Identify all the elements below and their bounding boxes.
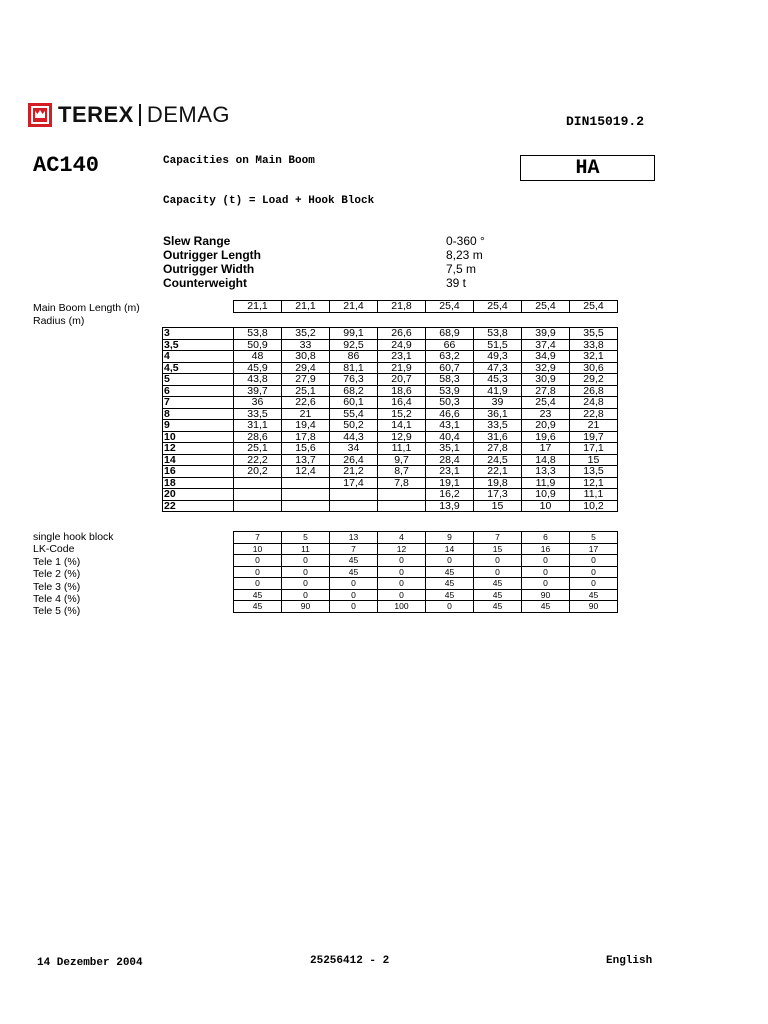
config-cell: 45 [570,589,618,601]
capacity-cell: 17,4 [330,477,378,489]
capacity-cell: 53,9 [426,385,474,397]
capacity-cell: 13,3 [522,466,570,478]
capacity-cell: 45,9 [234,362,282,374]
config-cell: 0 [522,578,570,590]
config-cell: 45 [426,589,474,601]
capacity-cell: 11,1 [378,443,426,455]
capacity-cell: 68,9 [426,328,474,340]
spec-value: 0-360 ° [446,234,485,248]
config-row-label: Tele 5 (%) [33,605,81,618]
capacity-cell: 63,2 [426,351,474,363]
capacity-cell: 26,4 [330,454,378,466]
spec-value: 39 t [446,276,467,290]
config-cell: 0 [570,578,618,590]
boom-length-label: Main Boom Length (m) [33,302,140,314]
config-cell: 45 [330,566,378,578]
config-row [234,578,618,590]
capacity-cell: 31,6 [474,431,522,443]
radius-cell: 3,5 [163,339,234,351]
capacity-cell: 39 [474,397,522,409]
config-cell: 45 [234,589,282,601]
config-cell: 9 [426,532,474,544]
config-row [234,555,618,567]
capacity-cell: 55,4 [330,408,378,420]
capacity-cell: 10,9 [522,489,570,501]
capacity-cell: 25,4 [522,397,570,409]
capacity-cell [282,489,330,501]
capacity-cell: 10 [522,500,570,512]
spec-label: Slew Range [163,234,231,248]
capacity-cell: 14,8 [522,454,570,466]
radius-cell: 3 [163,328,234,340]
capacity-cell [234,477,282,489]
capacity-cell: 25,1 [234,443,282,455]
config-cell: 45 [474,589,522,601]
capacity-cell: 99,1 [330,328,378,340]
config-row-label: Tele 3 (%) [33,580,81,593]
capacity-cell [378,500,426,512]
logo-demag-text: DEMAG [146,102,231,127]
radius-cell: 5 [163,374,234,386]
capacity-cell: 50,3 [426,397,474,409]
spec-value: 8,23 m [446,248,483,262]
logo-terex-text: TEREX [58,102,134,127]
capacity-cell: 30,6 [570,362,618,374]
config-cell: 0 [570,566,618,578]
capacity-cell: 20,9 [522,420,570,432]
config-cell: 5 [570,532,618,544]
table-row [163,443,618,455]
capacity-cell: 15,2 [378,408,426,420]
spec-row-slew [163,234,485,248]
capacity-cell: 17 [522,443,570,455]
boom-length-cell: 25,4 [426,301,474,313]
capacity-cell: 21,9 [378,362,426,374]
table-row [163,489,618,501]
capacity-cell: 22,1 [474,466,522,478]
capacity-cell: 18,6 [378,385,426,397]
config-row [234,543,618,555]
capacity-cell: 26,6 [378,328,426,340]
capacity-cell: 12,4 [282,466,330,478]
config-cell: 0 [570,555,618,567]
capacity-cell: 48 [234,351,282,363]
config-cell: 45 [426,566,474,578]
radius-cell: 20 [163,489,234,501]
config-cell: 45 [330,555,378,567]
spec-label: Counterweight [163,276,247,290]
config-cell: 45 [234,601,282,613]
capacity-cell: 50,9 [234,339,282,351]
capacity-cell: 43,8 [234,374,282,386]
capacity-cell: 60,7 [426,362,474,374]
capacity-cell: 53,8 [474,328,522,340]
capacity-cell: 20,7 [378,374,426,386]
capacity-cell: 23 [522,408,570,420]
table-row [163,328,618,340]
capacity-cell: 33,8 [570,339,618,351]
capacity-cell: 12,1 [570,477,618,489]
capacity-cell: 43,1 [426,420,474,432]
capacity-cell: 16,2 [426,489,474,501]
spec-row-outrigger-width [163,262,485,276]
capacity-cell [234,489,282,501]
capacity-cell: 50,2 [330,420,378,432]
config-cell: 0 [234,555,282,567]
capacity-cell: 68,2 [330,385,378,397]
capacity-cell: 12,9 [378,431,426,443]
capacity-cell: 23,1 [426,466,474,478]
config-cell: 0 [378,578,426,590]
boom-length-cell: 21,1 [234,301,282,313]
config-cell: 0 [378,566,426,578]
footer-date: 14 Dezember 2004 [37,957,143,969]
config-row-label: Tele 2 (%) [33,568,81,581]
config-cell: 7 [234,532,282,544]
capacity-cell: 27,8 [522,385,570,397]
capacity-cell: 17,8 [282,431,330,443]
config-cell: 12 [378,543,426,555]
config-table [233,531,618,613]
config-cell: 13 [330,532,378,544]
radius-cell: 10 [163,431,234,443]
capacity-cell: 60,1 [330,397,378,409]
capacity-cell: 11,1 [570,489,618,501]
config-cell: 100 [378,601,426,613]
capacity-cell: 32,1 [570,351,618,363]
capacity-cell: 10,2 [570,500,618,512]
capacity-cell: 76,3 [330,374,378,386]
capacity-cell [330,500,378,512]
table-row [163,466,618,478]
capacity-cell: 35,5 [570,328,618,340]
config-row-label: single hook block [33,531,114,543]
config-cell: 0 [330,601,378,613]
capacity-cell: 53,8 [234,328,282,340]
capacity-cell: 37,4 [522,339,570,351]
footer-doc-number: 25256412 - 2 [310,955,390,967]
capacity-cell: 46,6 [426,408,474,420]
table-row [163,397,618,409]
capacity-cell: 30,9 [522,374,570,386]
table-row [163,351,618,363]
capacity-cell: 17,3 [474,489,522,501]
capacity-cell: 32,9 [522,362,570,374]
capacity-cell: 21,2 [330,466,378,478]
radius-cell: 18 [163,477,234,489]
config-cell: 0 [426,601,474,613]
capacity-cell: 49,3 [474,351,522,363]
capacity-cell: 86 [330,351,378,363]
model-title: AC140 [33,153,100,178]
capacity-cell: 92,5 [330,339,378,351]
radius-cell: 14 [163,454,234,466]
capacity-cell: 27,8 [474,443,522,455]
radius-cell: 8 [163,408,234,420]
capacity-cell: 30,8 [282,351,330,363]
table-row [163,374,618,386]
spec-label: Outrigger Length [163,248,261,262]
config-cell: 7 [474,532,522,544]
capacity-cell [282,500,330,512]
capacity-cell: 66 [426,339,474,351]
capacity-cell: 22,6 [282,397,330,409]
config-row [234,589,618,601]
config-cell: 15 [474,543,522,555]
boom-length-cell: 25,4 [570,301,618,313]
boom-length-cell: 25,4 [522,301,570,313]
capacity-cell: 40,4 [426,431,474,443]
radius-cell: 6 [163,385,234,397]
config-cell: 0 [234,578,282,590]
capacity-cell: 7,8 [378,477,426,489]
terex-crown-icon [28,103,52,127]
boom-length-cell: 21,4 [330,301,378,313]
capacity-cell: 15 [570,454,618,466]
capacity-cell: 27,9 [282,374,330,386]
radius-cell: 12 [163,443,234,455]
config-cell: 0 [282,578,330,590]
mode-code-box: HA [520,155,655,181]
boom-length-row [234,301,618,313]
radius-cell: 7 [163,397,234,409]
capacity-cell: 9,7 [378,454,426,466]
spec-list [163,234,485,290]
config-row-label: Tele 1 (%) [33,555,81,568]
capacity-cell: 21 [570,420,618,432]
radius-cell: 22 [163,500,234,512]
capacity-table [162,327,618,512]
table-row [163,454,618,466]
capacity-cell: 23,1 [378,351,426,363]
capacity-cell [234,500,282,512]
table-row [163,477,618,489]
radius-cell: 4,5 [163,362,234,374]
capacity-cell: 58,3 [426,374,474,386]
table-row [163,385,618,397]
capacity-cell: 24,9 [378,339,426,351]
table-row [163,420,618,432]
config-row [234,601,618,613]
config-cell: 4 [378,532,426,544]
capacity-cell: 81,1 [330,362,378,374]
config-cell: 0 [282,589,330,601]
config-cell: 7 [330,543,378,555]
config-cell: 45 [474,578,522,590]
capacity-cell: 39,7 [234,385,282,397]
config-cell: 0 [378,555,426,567]
spec-label: Outrigger Width [163,262,255,276]
capacity-cell: 17,1 [570,443,618,455]
capacity-cell: 33 [282,339,330,351]
config-cell: 14 [426,543,474,555]
config-cell: 0 [330,589,378,601]
radius-cell: 9 [163,420,234,432]
config-cell: 0 [378,589,426,601]
capacity-cell: 34,9 [522,351,570,363]
config-cell: 16 [522,543,570,555]
config-cell: 90 [570,601,618,613]
capacity-cell: 45,3 [474,374,522,386]
config-cell: 0 [426,555,474,567]
boom-length-cell: 25,4 [474,301,522,313]
capacity-cell: 25,1 [282,385,330,397]
capacity-cell: 39,9 [522,328,570,340]
capacity-cell: 15 [474,500,522,512]
table-row [163,362,618,374]
spec-row-outrigger-length [163,248,485,262]
capacity-cell: 19,6 [522,431,570,443]
radius-cell: 16 [163,466,234,478]
capacity-cell: 34 [330,443,378,455]
boom-length-cell: 21,1 [282,301,330,313]
capacity-cell: 8,7 [378,466,426,478]
capacity-cell [282,477,330,489]
capacity-cell: 24,8 [570,397,618,409]
chart-title: Capacities on Main Boom [163,155,315,167]
capacity-cell: 29,4 [282,362,330,374]
table-row [163,339,618,351]
capacity-cell: 36,1 [474,408,522,420]
config-row-label: LK-Code [33,543,75,556]
radius-cell: 4 [163,351,234,363]
config-cell: 5 [282,532,330,544]
capacity-cell: 13,5 [570,466,618,478]
capacity-cell: 33,5 [234,408,282,420]
capacity-cell: 28,6 [234,431,282,443]
capacity-cell: 13,7 [282,454,330,466]
config-cell: 17 [570,543,618,555]
config-cell: 6 [522,532,570,544]
standard-label: DIN15019.2 [566,114,645,129]
capacity-cell: 20,2 [234,466,282,478]
config-cell: 0 [474,555,522,567]
capacity-cell: 41,9 [474,385,522,397]
config-cell: 0 [282,566,330,578]
capacity-cell: 31,1 [234,420,282,432]
table-row [163,408,618,420]
capacity-formula: Capacity (t) = Load + Hook Block [163,195,375,207]
capacity-cell: 24,5 [474,454,522,466]
config-cell: 11 [282,543,330,555]
capacity-cell: 35,2 [282,328,330,340]
capacity-cell: 29,2 [570,374,618,386]
capacity-cell: 28,4 [426,454,474,466]
boom-length-table [233,300,618,313]
config-row [234,532,618,544]
config-cell: 0 [474,566,522,578]
config-labels [33,531,114,618]
capacity-cell: 22,8 [570,408,618,420]
capacity-cell: 44,3 [330,431,378,443]
capacity-cell: 33,5 [474,420,522,432]
terex-demag-logo [28,102,230,128]
capacity-cell: 35,1 [426,443,474,455]
capacity-cell: 21 [282,408,330,420]
capacity-cell: 19,8 [474,477,522,489]
capacity-cell [330,489,378,501]
capacity-cell: 14,1 [378,420,426,432]
table-row [163,500,618,512]
config-cell: 0 [330,578,378,590]
capacity-cell [378,489,426,501]
capacity-cell: 47,3 [474,362,522,374]
config-cell: 45 [474,601,522,613]
config-cell: 90 [282,601,330,613]
config-cell: 45 [426,578,474,590]
config-row [234,566,618,578]
capacity-cell: 15,6 [282,443,330,455]
capacity-cell: 26,8 [570,385,618,397]
radius-label: Radius (m) [33,315,85,327]
capacity-cell: 13,9 [426,500,474,512]
table-row [163,431,618,443]
capacity-cell: 19,1 [426,477,474,489]
config-cell: 0 [522,555,570,567]
footer-language: English [606,955,653,967]
capacity-cell: 19,4 [282,420,330,432]
config-cell: 0 [234,566,282,578]
capacity-cell: 19,7 [570,431,618,443]
config-cell: 10 [234,543,282,555]
config-cell: 90 [522,589,570,601]
spec-row-counterweight [163,276,485,290]
capacity-cell: 11,9 [522,477,570,489]
spec-value: 7,5 m [446,262,477,276]
logo-divider [139,104,141,126]
config-cell: 45 [522,601,570,613]
capacity-cell: 16,4 [378,397,426,409]
capacity-cell: 51,5 [474,339,522,351]
config-row-label: Tele 4 (%) [33,593,81,606]
boom-length-cell: 21,8 [378,301,426,313]
capacity-cell: 22,2 [234,454,282,466]
config-cell: 0 [522,566,570,578]
capacity-cell: 36 [234,397,282,409]
config-cell: 0 [282,555,330,567]
